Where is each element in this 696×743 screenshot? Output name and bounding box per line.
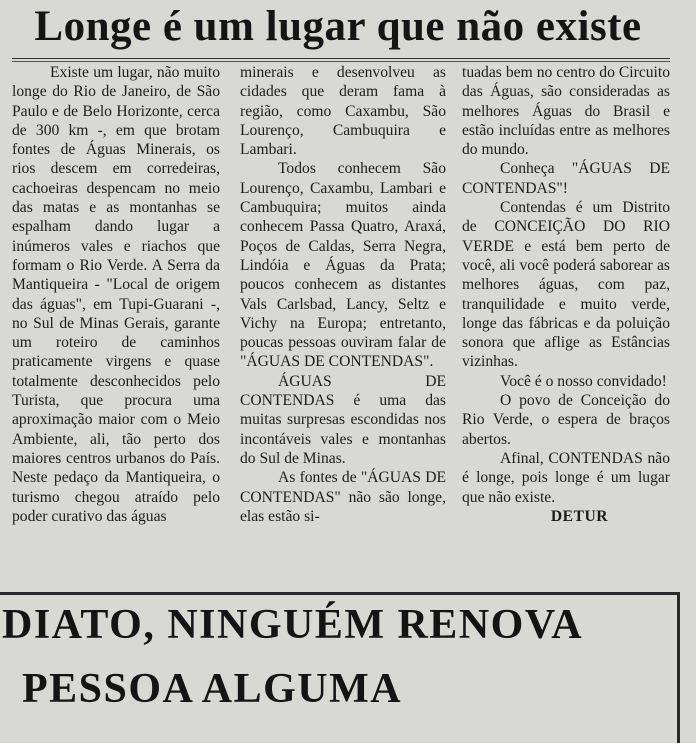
article-column-3	[462, 63, 670, 526]
paragraph: minerais e desenvolveu as cidades que deram fama à região, como Caxambu, São Lourenço, Cambuquira e Lambari.	[240, 64, 446, 159]
paragraph: As fontes de "ÁGUAS DE CONTENDAS" não são longe, elas estão si-	[240, 469, 446, 525]
paragraph: Você é o nosso convidado!	[500, 372, 667, 390]
headline-rule	[12, 58, 670, 59]
paragraph: tuadas bem no centro do Circuito das Águas, são consideradas as melhores Águas do Brasil e estão incluídas entre as melhores do mundo.	[462, 64, 670, 159]
paragraph: ÁGUAS DE CONTENDAS é uma das muitas surpresas escondidas nos incontáveis vales e montanhas do Sul de Minas.	[240, 372, 446, 467]
paragraph: O povo de Conceição do Rio Verde, o espera de braços abertos.	[462, 392, 670, 448]
paragraph: Contendas é um Distrito de CONCEIÇÃO DO RIO VERDE e está bem perto de você, ali você poderá saborear as melhores águas, com paz, tranquilidade e muito verde, longe das fábricas e da poluição sonora que aflige as Estâncias vizinhas.	[462, 199, 670, 371]
article-signature: DETUR	[550, 507, 608, 525]
next-article-headline-line-1: DIATO, NINGUÉM RENOVA	[2, 602, 584, 648]
paragraph: Todos conhecem São Lourenço, Caxambu, Lambari e Cambuquira; muitos ainda conhecem Passa Quatro, Araxá, Poços de Caldas, Serra Negra, Lindóia e Águas da Prata; poucos conhecem as distantes Vals Carlsbad, Lancy, Seltz e Vichy na Europa; entretanto, poucas pessoas ouviram falar de "ÁGUAS DE CONTENDAS".	[240, 160, 446, 371]
paragraph: Afinal, CONTENDAS não é longe, pois longe é um lugar que não existe.	[462, 449, 670, 506]
paragraph: Conheça "ÁGUAS DE CONTENDAS"!	[462, 160, 670, 197]
article-column-2	[240, 63, 446, 526]
article-column-1	[12, 63, 220, 526]
paragraph: Existe um lugar, não muito longe do Rio de Janeiro, de São Paulo e de Belo Horizonte, cerca de 300 km -, em que brotam fontes de Águas Minerais, os rios descem em corredeiras, cachoeiras despencam no meio das matas e as montanhas se espalham dando lugar a inúmeros vales e riachos que formam o Rio Verde. A Serra da Mantiqueira - "Local de origem das águas", em Tupi-Guarani -, no Sul de Minas Gerais, garante um roteiro de caminhos praticamente virgens e quase totalmente desconhecidos pelo Turista, que procura uma aproximação maior com o Meio Ambiente, ali, tão perto dos maiores centros urbanos do País. Neste pedaço da Mantiqueira, o turismo chegou atraído pelo poder curativo das águas	[12, 64, 220, 525]
next-article-headline-line-2: PESSOA ALGUMA	[22, 666, 403, 712]
article-headline: Longe é um lugar que não existe	[34, 3, 642, 50]
headline-rule-thin	[12, 61, 670, 62]
